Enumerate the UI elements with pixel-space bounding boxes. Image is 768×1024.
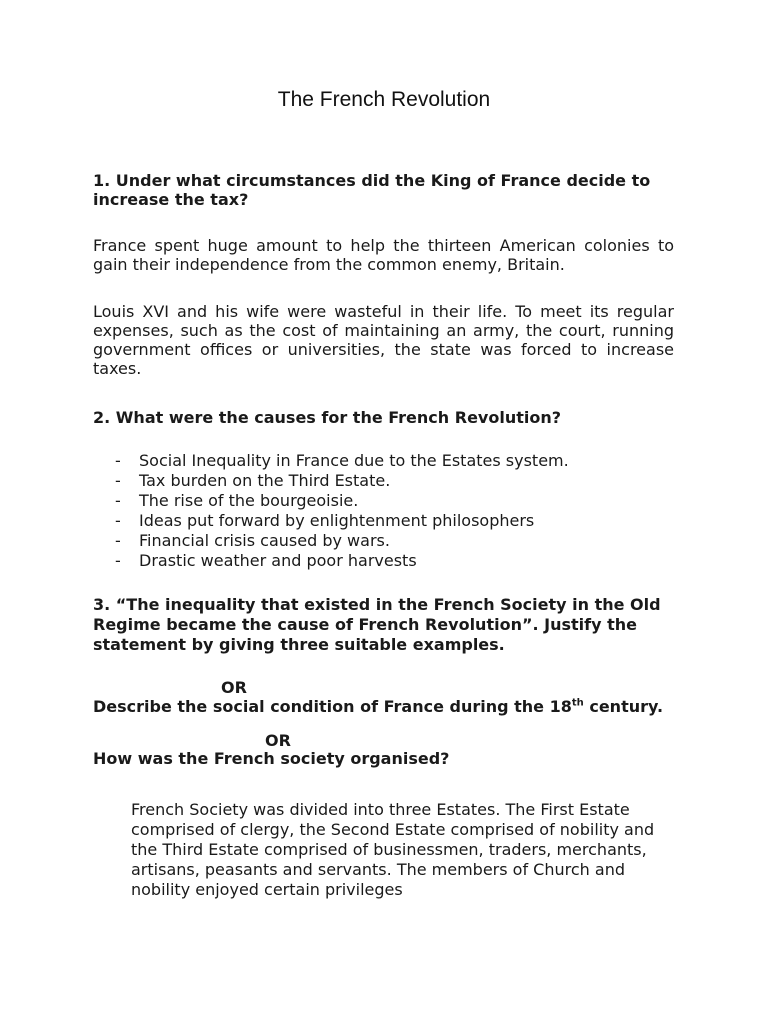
alt-1-text-end: century. bbox=[583, 697, 664, 716]
answer-3: French Society was divided into three Estates. The First Estate comprised of clergy, the Second Estate comprised of nobility and the Third Estate comprised of businessmen, traders, merchants, artisans, peasants and servants. The members of Church and nobility enjoyed certain privileges bbox=[131, 800, 655, 899]
dash-bullet: - bbox=[115, 511, 121, 530]
list-item bbox=[115, 491, 569, 511]
ordinal-superscript: th bbox=[571, 697, 584, 709]
list-item bbox=[115, 551, 569, 571]
list-item-text: Tax burden on the Third Estate. bbox=[139, 471, 391, 490]
list-item-text: Drastic weather and poor harvests bbox=[139, 551, 417, 570]
question-1: 1. Under what circumstances did the King of France decide to increase the tax? bbox=[93, 171, 651, 209]
dash-bullet: - bbox=[115, 491, 121, 510]
list-item bbox=[115, 451, 569, 471]
question-3: 3. “The inequality that existed in the French Society in the Old Regime became the cause of French Revolution”. Justify the statement by giving three suitable examples. bbox=[93, 595, 661, 654]
dash-bullet: - bbox=[115, 451, 121, 470]
causes-list bbox=[115, 451, 569, 571]
dash-bullet: - bbox=[115, 471, 121, 490]
list-item bbox=[115, 511, 569, 531]
answer-1-paragraph-2: Louis XVI and his wife were wasteful in their life. To meet its regular expenses, such as the cost of maintaining an army, the court, running government offices or universities, the state was forced to increase taxes. bbox=[93, 302, 674, 378]
list-item bbox=[115, 531, 569, 551]
alt-1-text: Describe the social condition of France during the 18 bbox=[93, 697, 572, 716]
list-item bbox=[115, 471, 569, 491]
or-separator-1: OR bbox=[221, 678, 247, 697]
question-3-alternative-2: How was the French society organised? bbox=[93, 749, 450, 768]
answer-1-paragraph-1: France spent huge amount to help the thirteen American colonies to gain their independence from the common enemy, Britain. bbox=[93, 236, 674, 274]
question-2: 2. What were the causes for the French Revolution? bbox=[93, 408, 562, 427]
list-item-text: The rise of the bourgeoisie. bbox=[139, 491, 359, 510]
question-3-alternative-1 bbox=[93, 698, 683, 715]
list-item-text: Ideas put forward by enlightenment philosophers bbox=[139, 511, 535, 530]
page-title: The French Revolution bbox=[277, 88, 491, 111]
list-item-text: Social Inequality in France due to the Estates system. bbox=[139, 451, 569, 470]
dash-bullet: - bbox=[115, 551, 121, 570]
dash-bullet: - bbox=[115, 531, 121, 550]
list-item-text: Financial crisis caused by wars. bbox=[139, 531, 390, 550]
or-separator-2: OR bbox=[265, 731, 291, 750]
